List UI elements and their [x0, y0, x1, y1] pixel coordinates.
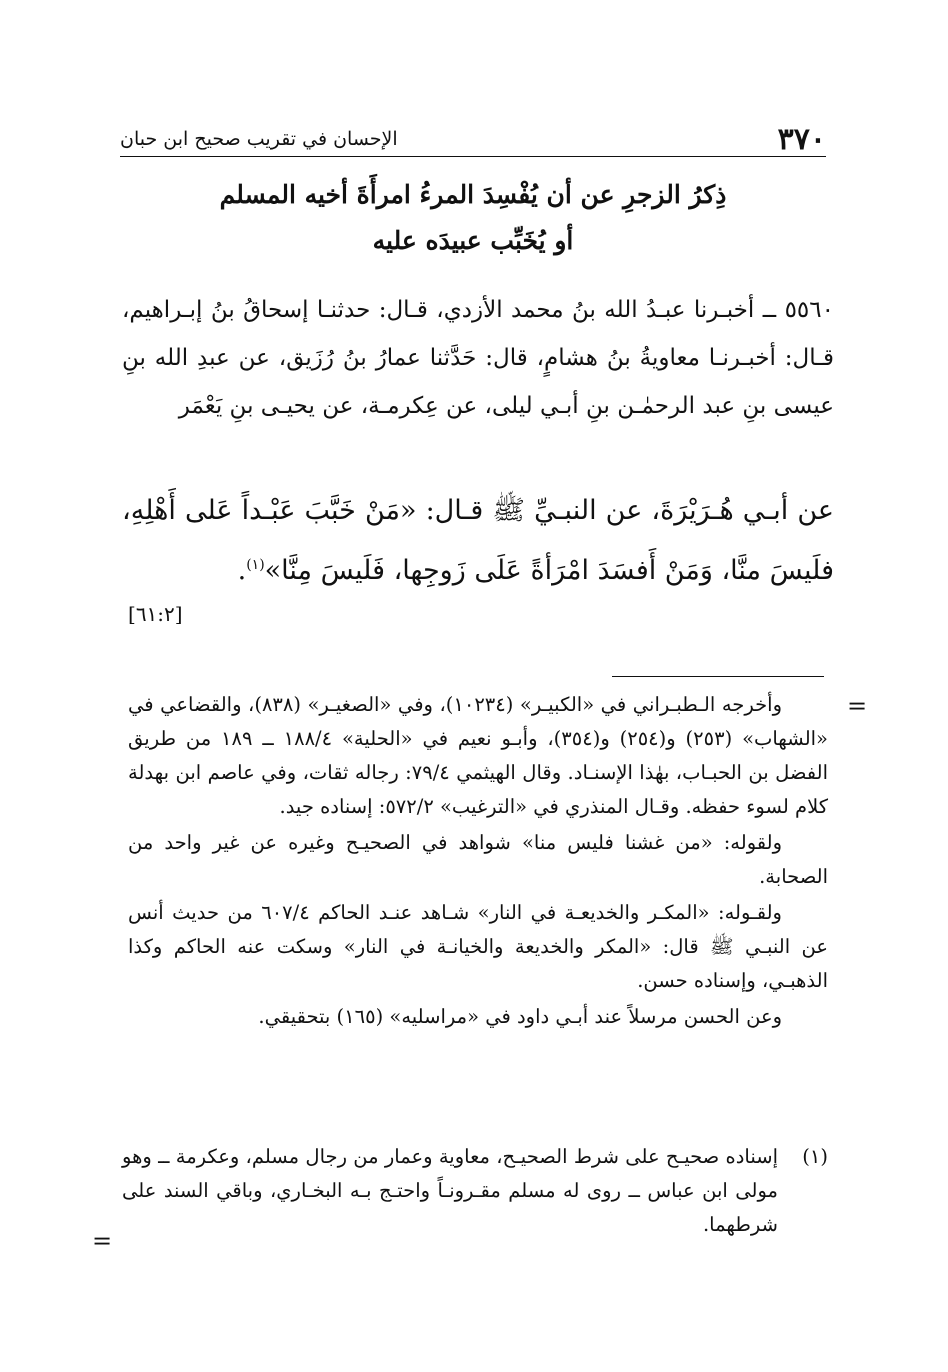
hadith-isnad: ٥٥٦٠ ــ أخبـرنا عبـدُ الله بنُ محمد الأزدي، قـال: حدثنـا إسحاقُ بنُ إبـراهيم، قـال: أخبـرنـا معاويةُ بنُ هشامٍ، قال: حَدَّثنا عمارُ بنُ رُزَيق، عن عبدِ الله بنِ عيسى بنِ عبد الرحمٰـن بنِ أبـي ليلى، عن عِكرمـة، عن يحيـى بنِ يَعْمَر	[122, 297, 834, 419]
footnote-paragraph: وعن الحسن مرسلاً عند أبـي داود في «مراسليه» (١٦٥) بتحقيقي.	[258, 1005, 782, 1028]
footnote-paragraph: وأخرجه الـطبـراني في «الكبيـر» (١٠٢٣٤)، وفي «الصغيـر» (٨٣٨)، والقضاعي في «الشهاب» (٢٥٣) و(٢٥٤) و(٣٥٤)، وأبـو نعيم في «الحلية» ١٨٨/٤ ــ ١٨٩ من طريق الفضل بن الحبـاب، بهٰذا الإسنـاد. وقال الهيثمي ٧٩/٤: رجاله ثقات، وفي عاصم ابن بهدلة كلام لسوء حفظه. وقـال المنذري في «الترغيب» ٥٧٢/٢: إسناده جيد.	[128, 693, 828, 818]
hadith-reference: [٦١:٢]	[128, 602, 183, 626]
footnote-divider	[612, 676, 824, 677]
footnote-paragraph: ولقـوله: «المكـر والخديعـة في النار» شـاهد عنـد الحاكم ٦٠٧/٤ من حديث أنس عن النبـي ﷺ قال: «المكر والخديعة والخيانـة في النار» وسكت عنه الحاكم وكذا الذهبـي، وإسناده حسن.	[128, 901, 828, 992]
running-title: الإحسان في تقريب صحيح ابن حبان	[120, 128, 398, 150]
footnote-1-marker: (١)	[802, 1145, 828, 1168]
hadith-matn	[122, 484, 834, 598]
footnote-1	[122, 1140, 828, 1262]
hadith-end-punct: .	[237, 555, 247, 586]
continuation-mark-top: =	[847, 692, 868, 720]
footnote-1-text: إسناده صحيـح على شرط الصحيـح، معاوية وعمار من رجال مسلم، وعكرمة ــ وهو مولى ابن عباس ــ روى له مسلم مقـرونـاً واحتـج بـه البخـاري، وباقي السند على شرطهما.	[122, 1145, 778, 1236]
header-divider	[120, 156, 826, 157]
hadith-matn-text: عن أبـي هُـرَيْرَةَ، عن النبـيِّ ﷺ قـال: «مَنْ خَبَّبَ عَبْـداً عَلى أَهْلِهِ، فلَيسَ منَّا، وَمَنْ أَفسَدَ امْرَأةً عَلَى زَوجِها، فَلَيسَ مِنَّا»	[122, 495, 834, 586]
page-number: ٣٧٠	[777, 122, 826, 157]
chapter-title	[120, 172, 826, 264]
chapter-title-line-1: ذِكرُ الزجرِ عن أن يُفْسِدَ المرءُ امرأَةَ أخيه المسلم	[219, 180, 727, 209]
footnote-marker: (١)	[246, 557, 265, 573]
footnotes-continued	[128, 688, 828, 1034]
chapter-title-line-2: أو يُخَبِّب عبيدَه عليه	[372, 226, 574, 255]
continuation-mark-bottom: =	[92, 1227, 113, 1255]
footnote-paragraph: ولقوله: «من غشنا فليس منا» شواهد في الصحيـح وغيره عن غير واحد من الصحابة.	[128, 831, 828, 888]
page-header	[120, 112, 826, 156]
